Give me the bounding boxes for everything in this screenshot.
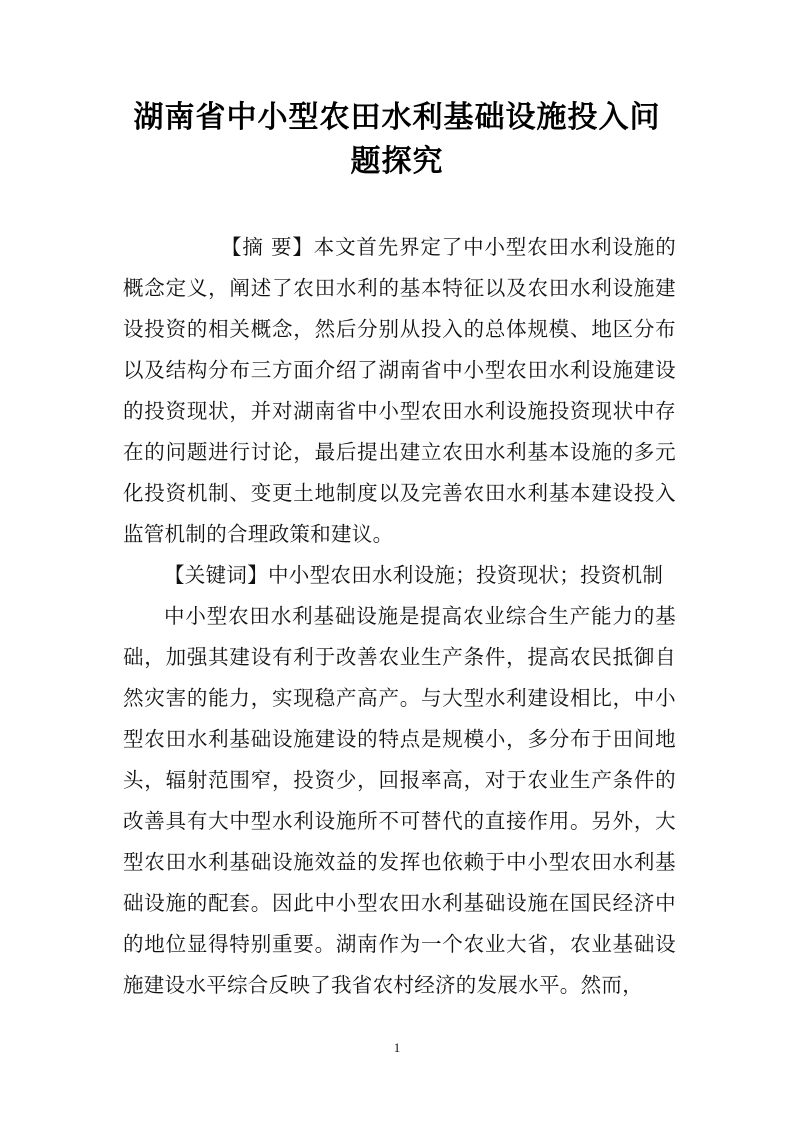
keywords-text: 中小型农田水利设施；投资现状；投资机制 <box>268 563 664 587</box>
body-paragraph: 中小型农田水利基础设施是提高农业综合生产能力的基础，加强其建设有利于改善农业生产条件，提高农民抵御自然灾害的能力，实现稳产高产。与大型水利建设相比，中小型农田水利基础设施建设的特点是规模小，多分布于田间地头，辐射范围窄，投资少，回报率高，对于农业生产条件的改善具有大中型水利设施所不可替代的直接作用。另外，大型农田水利基础设施效益的发挥也依赖于中小型农田水利基础设施的配套。因此中小型农田水利基础设施在国民经济中的地位显得特别重要。湖南作为一个农业大省，农业基础设施建设水平综合反映了我省农村经济的发展水平。然而， <box>123 604 676 997</box>
abstract-label: 【摘 要】 <box>221 235 314 259</box>
abstract-text: 本文首先界定了中小型农田水利设施的概念定义，阐述了农田水利的基本特征以及农田水利设施建设投资的相关概念，然后分别从投入的总体规模、地区分布以及结构分布三方面介绍了湖南省中小型农田水利设施建设的投资现状，并对湖南省中小型农田水利设施投资现状中存在的问题进行讨论，最后提出建立农田水利基本设施的多元化投资机制、变更土地制度以及完善农田水利基本建设投入监管机制的合理政策和建议。 <box>123 235 676 546</box>
keywords-label: 【关键词】 <box>164 563 268 587</box>
keywords-paragraph <box>123 555 676 596</box>
page-title: 湖南省中小型农田水利基础设施投入问题探究 <box>133 100 661 179</box>
page-number: 1 <box>393 1040 401 1055</box>
abstract-paragraph <box>123 227 676 555</box>
document-body <box>123 227 676 1006</box>
